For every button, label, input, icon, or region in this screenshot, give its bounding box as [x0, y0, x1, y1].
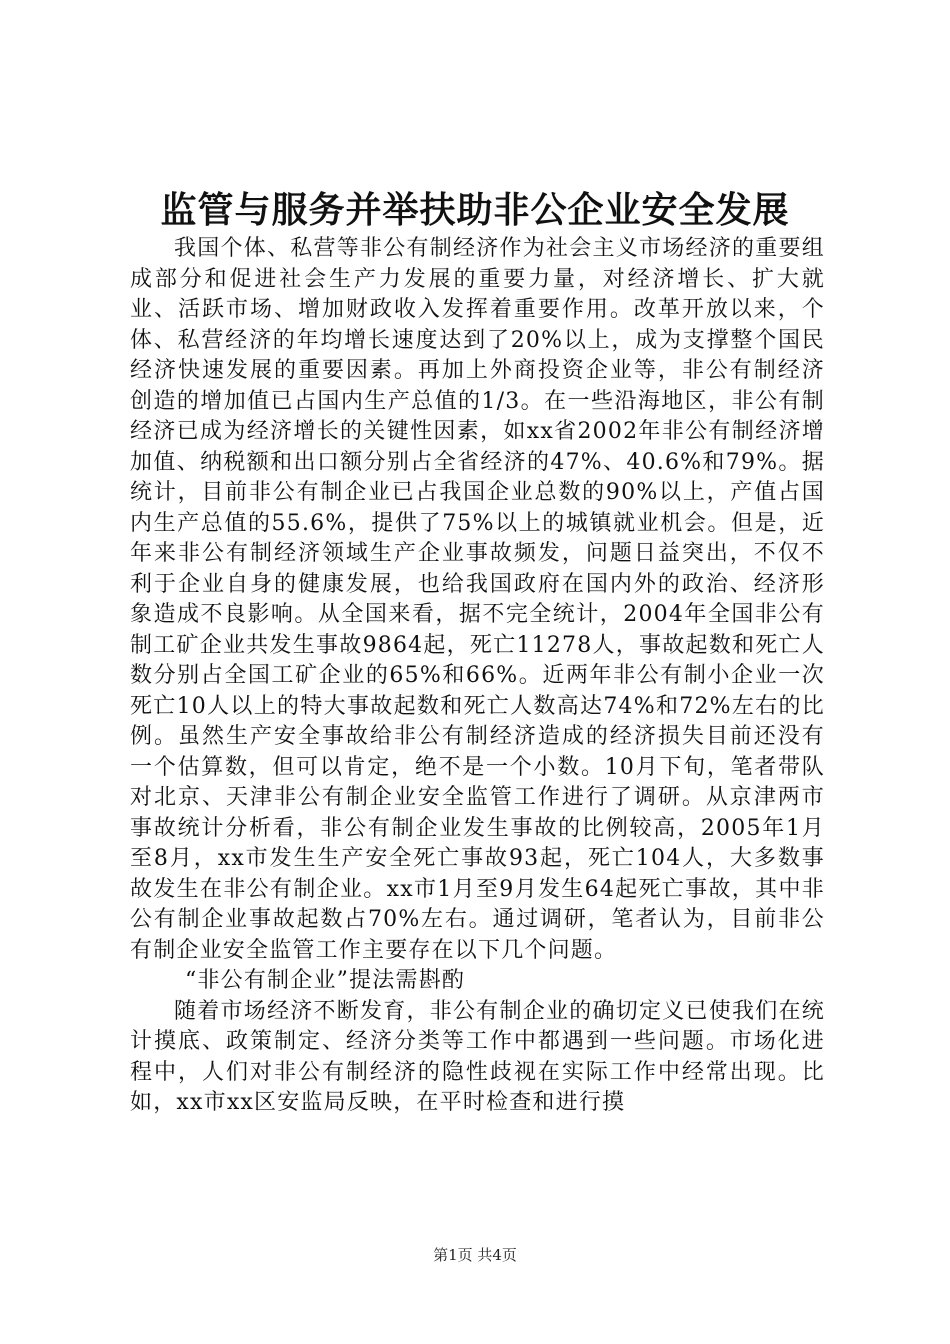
section-heading: “非公有制企业”提法需斟酌 — [185, 968, 466, 993]
paragraph-intro: 我国个体、私营等非公有制经济作为社会主义市场经济的重要组成部分和促进社会生产力发展的重要力量，对经济增长、扩大就业、活跃市场、增加财政收入发挥着重要作用。改革开放以来，个体、私营经济的年均增长速度达到了20%以上，成为支撑整个国民经济快速发展的重要因素。再加上外商投资企业等，非公有制经济创造的增加值已占国内生产总值的1/3。在一些沿海地区，非公有制经济已成为经济增长的关键性因素，如xx省2002年非公有制经济增加值、纳税额和出口额分别占全省经济的47%、40.6%和79%。据统计，目前非公有制企业已占我国企业总数的90%以上，产值占国内生产总值的55.6%，提供了75%以上的城镇就业机会。但是，近年来非公有制经济领域生产企业事故频发，问题日益突出，不仅不利于企业自身的健康发展，也给我国政府在国内外的政治、经济形象造成不良影响。从全国来看，据不完全统计，2004年全国非公有制工矿企业共发生事故9864起，死亡11278人，事故起数和死亡人数分别占全国工矿企业的65%和66%。近两年非公有制小企业一次死亡10人以上的特大事故起数和死亡人数高达74%和72%左右的比例。虽然生产安全事故给非公有制经济造成的经济损失目前还没有一个估算数，但可以肯定，绝不是一个小数。10月下旬，笔者带队对北京、天津非公有制企业安全监管工作进行了调研。从京津两市事故统计分析看，非公有制企业发生事故的比例较高，2005年1月至8月，xx市发生生产安全死亡事故93起，死亡104人，大多数事故发生在非公有制企业。xx市1月至9月发生64起死亡事故，其中非公有制企业事故起数占70%左右。通过调研，笔者认为，目前非公有制企业安全监管工作主要存在以下几个问题。 — [130, 236, 825, 963]
page-number-footer: 第1页 共4页 — [433, 1246, 517, 1264]
document-title: 监管与服务并举扶助非公企业安全发展 — [160, 189, 790, 231]
document-body — [130, 234, 825, 1119]
paragraph-section-1: 随着市场经济不断发育，非公有制企业的确切定义已使我们在统计摸底、政策制定、经济分类等工作中都遇到一些问题。市场化进程中，人们对非公有制经济的隐性歧视在实际工作中经常出现。比如，xx市xx区安监局反映，在平时检查和进行摸 — [130, 998, 825, 1115]
